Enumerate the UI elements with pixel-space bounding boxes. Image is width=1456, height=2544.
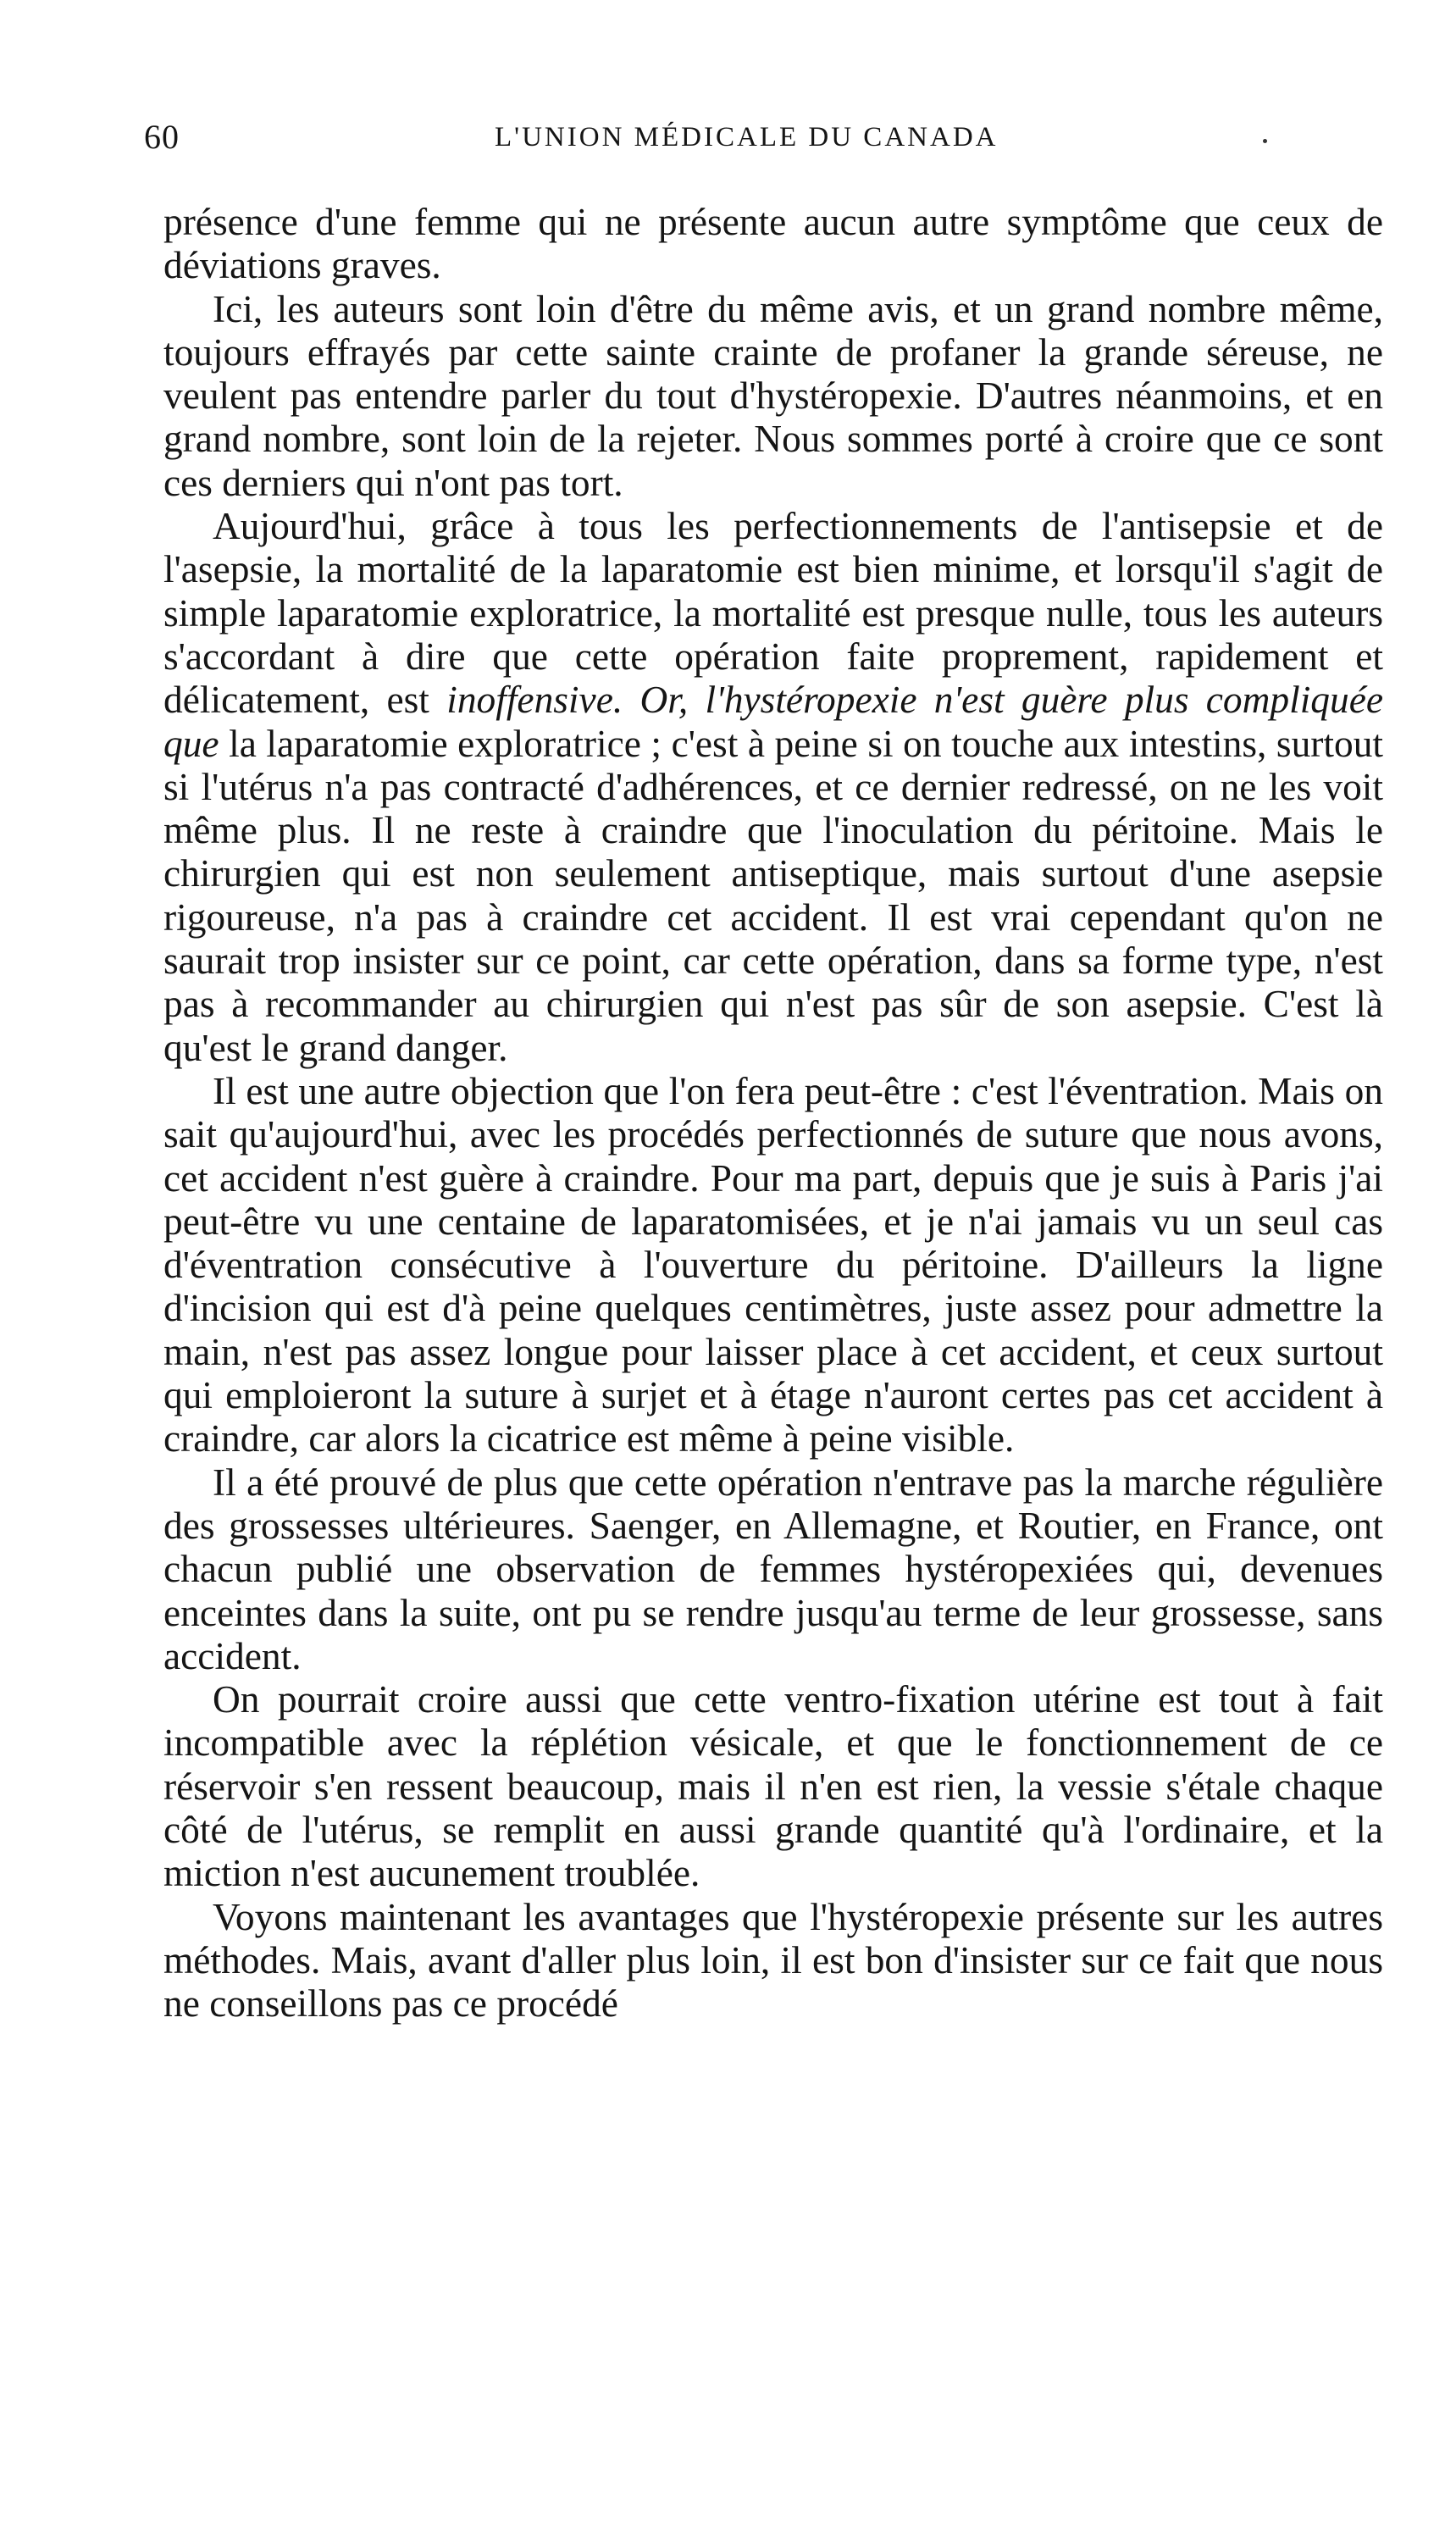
paragraph-mortality-text-b: la laparatomie exploratrice ; c'est à peine si on touche aux intestins, surtout si l'utérus n'a pas contracté d'adhérences, et ce dernier redressé, on ne les voit même plus. Il ne reste à craindre que l'inoculation du péritoine. Mais le chirurgien qui est non seulement antiseptique, mais surtout d'une asepsie rigoureuse, n'a pas à craindre cet accident. Il est vrai cependant qu'on ne saurait trop insister sur ce point, car cette opération, dans sa forme type, n'est pas à recommander au chirurgien qui n'est pas sûr de son asepsie. C'est là qu'est le grand danger. xyxy=(163,722,1383,1069)
paragraph-mortality-italic: inoffensive. Or, l'hystéropexie n'est guère plus compliquée que xyxy=(163,679,1383,765)
running-head: L'UNION MÉDICALE DU CANADA xyxy=(495,122,999,152)
paragraph-pregnancy: Il a été prouvé de plus que cette opération n'entrave pas la marche régulière des grossesses ultérieures. Saenger, en Allemagne, et Routier, en France, ont chacun publié une observation de femmes hystéropexiées qui, devenues enceintes dans la suite, ont pu se rendre jusqu'au terme de leur grossesse, sans accident. xyxy=(163,1460,1383,1677)
article-body xyxy=(163,201,1383,2026)
paragraph-mortality xyxy=(163,505,1383,1070)
page-header xyxy=(144,117,1414,168)
stray-ink-dot xyxy=(1263,139,1267,143)
paragraph-advantages: Voyons maintenant les avantages que l'hystéropexie présente sur les autres méthodes. Mais, avant d'aller plus loin, il est bon d'insister sur ce fait que nous ne conseillons pas ce procédé xyxy=(163,1895,1383,2026)
paragraph-mortality-text-a: Aujourd'hui, grâce à tous les perfectionnements de l'antisepsie et de l'asepsie, la mortalité de la laparatomie est bien minime, et lorsqu'il s'agit de simple laparatomie exploratrice, la mortalité est presque nulle, tous les auteurs s'accordant à dire que cette opération faite proprement, rapidement et délicatement, est xyxy=(163,505,1383,722)
paragraph-eventration: Il est une autre objection que l'on fera peut-être : c'est l'éventration. Mais on sait qu'aujourd'hui, avec les procédés perfectionnés de suture que nous avons, cet accident n'est guère à craindre. Pour ma part, depuis que je suis à Paris j'ai peut-être vu une centaine de laparatomisées, et je n'ai jamais vu un seul cas d'éventration consécutive à l'ouverture du péritoine. D'ailleurs la ligne d'incision qui est d'à peine quelques centimètres, juste assez pour admettre la main, n'est pas assez longue pour laisser place à cet accident, et ceux surtout qui emploieront la suture à surjet et à étage n'auront certes pas cet accident à craindre, car alors la cicatrice est même à peine visible. xyxy=(163,1069,1383,1460)
paragraph-bladder: On pourrait croire aussi que cette ventro-fixation utérine est tout à fait incompatible avec la réplétion vésicale, et que le fonctionnement de ce réservoir s'en ressent beaucoup, mais il n'en est rien, la vessie s'étale chaque côté de l'utérus, se remplit en aussi grande quantité qu'à l'ordinaire, et la miction n'est aucunement troublée. xyxy=(163,1678,1383,1895)
paragraph-continuation: présence d'une femme qui ne présente aucun autre symptôme que ceux de déviations graves. xyxy=(163,201,1383,287)
page-number: 60 xyxy=(144,118,180,156)
paragraph-opinions: Ici, les auteurs sont loin d'être du même avis, et un grand nombre même, toujours effrayés par cette sainte crainte de profaner la grande séreuse, ne veulent pas entendre parler du tout d'hystéropexie. D'autres néanmoins, et en grand nombre, sont loin de la rejeter. Nous sommes porté à croire que ce sont ces derniers qui n'ont pas tort. xyxy=(163,287,1383,504)
